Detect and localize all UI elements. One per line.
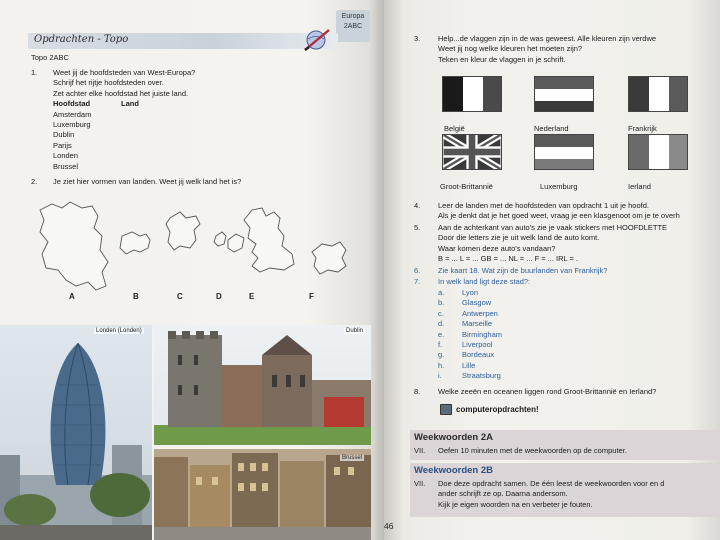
map-letter-d: D <box>216 292 222 301</box>
london-caption: Londen (Londen) <box>96 328 142 334</box>
q7-item: h. Lille <box>438 360 476 370</box>
q7-item: e. Birmingham <box>438 329 503 339</box>
city-item: Luxemburg <box>53 120 91 130</box>
q3-number: 3. <box>414 34 421 43</box>
map-letter-c: C <box>177 292 183 301</box>
weekwoorden-2a-number: VII. <box>414 446 426 455</box>
q5-line: Aan de achterkant van auto's zie je vaak stickers met HOOFDLETTE <box>438 223 668 232</box>
country-shape-e <box>244 208 294 272</box>
q6-text: Zie kaart 18. Wat zijn de buurlanden van Frankrijk? <box>438 266 608 275</box>
flag-label-belgie: België <box>444 124 465 133</box>
country-shape-d <box>214 232 226 246</box>
q7-item: b. Glasgow <box>438 298 492 308</box>
q6-number: 6. <box>414 266 421 275</box>
q5-line: Waar komen deze auto's vandaan? <box>438 243 556 253</box>
weekwoorden-2b-line: Kijk je eigen woorden na en verbeter je fouten. <box>438 499 593 509</box>
flag-label-nederland: Nederland <box>534 124 569 133</box>
q7-text: In welk land ligt deze stad?: <box>438 277 531 286</box>
london-photo <box>0 325 152 540</box>
flag-belgie <box>442 76 502 112</box>
header-hoofdstad: Hoofdstad <box>53 99 91 109</box>
country-shape-b <box>120 232 150 254</box>
flag-label-luxemburg: Luxemburg <box>540 182 578 191</box>
q7-item: g. Bordeaux <box>438 350 495 360</box>
q1-number: 1. <box>31 68 38 77</box>
q5-line: Door die letters zie je uit welk land de auto komt. <box>438 233 600 243</box>
flag-label-ierland: Ierland <box>628 182 651 191</box>
flag-frankrijk <box>628 76 688 112</box>
weekwoorden-2b-line: ander schrijft ze op. Daarna andersom. <box>438 489 568 499</box>
globe-pen-icon <box>302 26 332 52</box>
q5-number: 5. <box>414 223 421 232</box>
flag-luxemburg <box>534 134 594 170</box>
q5-line: B = ... L = ... GB = ... NL = ... F = ... IRL = . <box>438 254 579 264</box>
q3-line: Help...de vlaggen zijn in de was geweest. Alle kleuren zijn verdwe <box>438 34 657 43</box>
computer-icon <box>440 404 452 415</box>
q7-item: c. Antwerpen <box>438 308 498 318</box>
brussel-photo <box>154 449 371 540</box>
q7-item: d. Marseille <box>438 319 493 329</box>
flag-label-frankrijk: Frankrijk <box>628 124 657 133</box>
weekwoorden-2b-title: Weekwoorden 2B <box>414 465 494 476</box>
flag-label-groot-brittannie: Groot-Brittannië <box>440 182 493 191</box>
weekwoorden-2a-title: Weekwoorden 2A <box>414 432 494 443</box>
q2-number: 2. <box>31 177 38 186</box>
q3-line: Weet jij nog welke kleuren het moeten zijn? <box>438 44 583 54</box>
flag-groot-brittannie <box>442 134 502 170</box>
city-item: Dublin <box>53 130 75 140</box>
brussel-caption: Brussel <box>342 455 363 461</box>
corner-tag <box>336 10 370 42</box>
weekwoorden-2b-body <box>438 479 664 510</box>
grand-place-image <box>154 449 371 540</box>
corner-tag-line2: 2ABC <box>343 23 363 30</box>
banner-title: Opdrachten - Topo <box>34 34 129 45</box>
map-letter-e: E <box>249 292 255 301</box>
flag-ierland <box>628 134 688 170</box>
page-number: 46 <box>384 521 394 531</box>
flag-nederland <box>534 76 594 112</box>
computer-label: computeropdrachten! <box>456 405 539 414</box>
dublin-photo <box>154 325 371 445</box>
q4-line: Als je denkt dat je het goed weet, vraag je een klasgenoot om je te overh <box>438 211 680 221</box>
q1-table-header <box>53 99 195 109</box>
q7-item: i. Straatsburg <box>438 371 501 381</box>
weekwoorden-2b-line: Doe deze opdracht samen. De één leest de weekwoorden voor en d <box>438 479 665 488</box>
q7-list <box>438 288 502 382</box>
dublin-castle-image <box>154 325 371 445</box>
city-item: Parijs <box>53 140 72 150</box>
weekwoorden-2a-text: Oefen 10 minuten met de weekwoorden op de computer. <box>438 446 627 455</box>
q7-item: f. Liverpool <box>438 340 493 350</box>
topo-subtitle: Topo 2ABC <box>31 53 69 62</box>
q4-line: Leer de landen met de hoofdsteden van opdracht 1 uit je hoofd. <box>438 201 649 210</box>
country-shape-c <box>166 212 200 250</box>
header-land: Land <box>121 99 139 109</box>
country-shape-e2 <box>228 234 244 252</box>
country-shape-f <box>312 242 346 274</box>
q7-item: a. Lyon <box>438 288 478 297</box>
dublin-caption: Dublin <box>346 328 364 334</box>
weekwoorden-2b-number: VII. <box>414 479 426 488</box>
q1-line: Schrijf het rijtje hoofdsteden over. <box>53 78 164 88</box>
gherkin-tower-image <box>0 325 152 540</box>
city-item: Amsterdam <box>53 109 92 119</box>
q8-text: Welke zeeën en oceanen liggen rond Groot-Brittannië en Ierland? <box>438 387 657 396</box>
q1-line: Zet achter elke hoofdstad het juiste land. <box>53 88 189 98</box>
country-shape-a <box>40 202 108 290</box>
corner-tag-line1: Europa <box>341 13 365 20</box>
section-banner <box>28 33 338 49</box>
q8-number: 8. <box>414 387 421 396</box>
q3-line: Teken en kleur de vlaggen in je schrift. <box>438 54 566 64</box>
q7-number: 7. <box>414 277 421 286</box>
q2-text: Je ziet hier vormen van landen. Weet jij welk land het is? <box>53 177 242 186</box>
map-letter-a: A <box>69 292 75 301</box>
city-item: Londen <box>53 151 79 161</box>
city-item: Brussel <box>53 161 79 171</box>
q1-line: Weet jij de hoofdsteden van West-Europa? <box>53 68 196 77</box>
map-letter-f: F <box>309 292 314 301</box>
q4-number: 4. <box>414 201 421 210</box>
country-outlines <box>30 190 365 300</box>
map-letter-b: B <box>133 292 139 301</box>
